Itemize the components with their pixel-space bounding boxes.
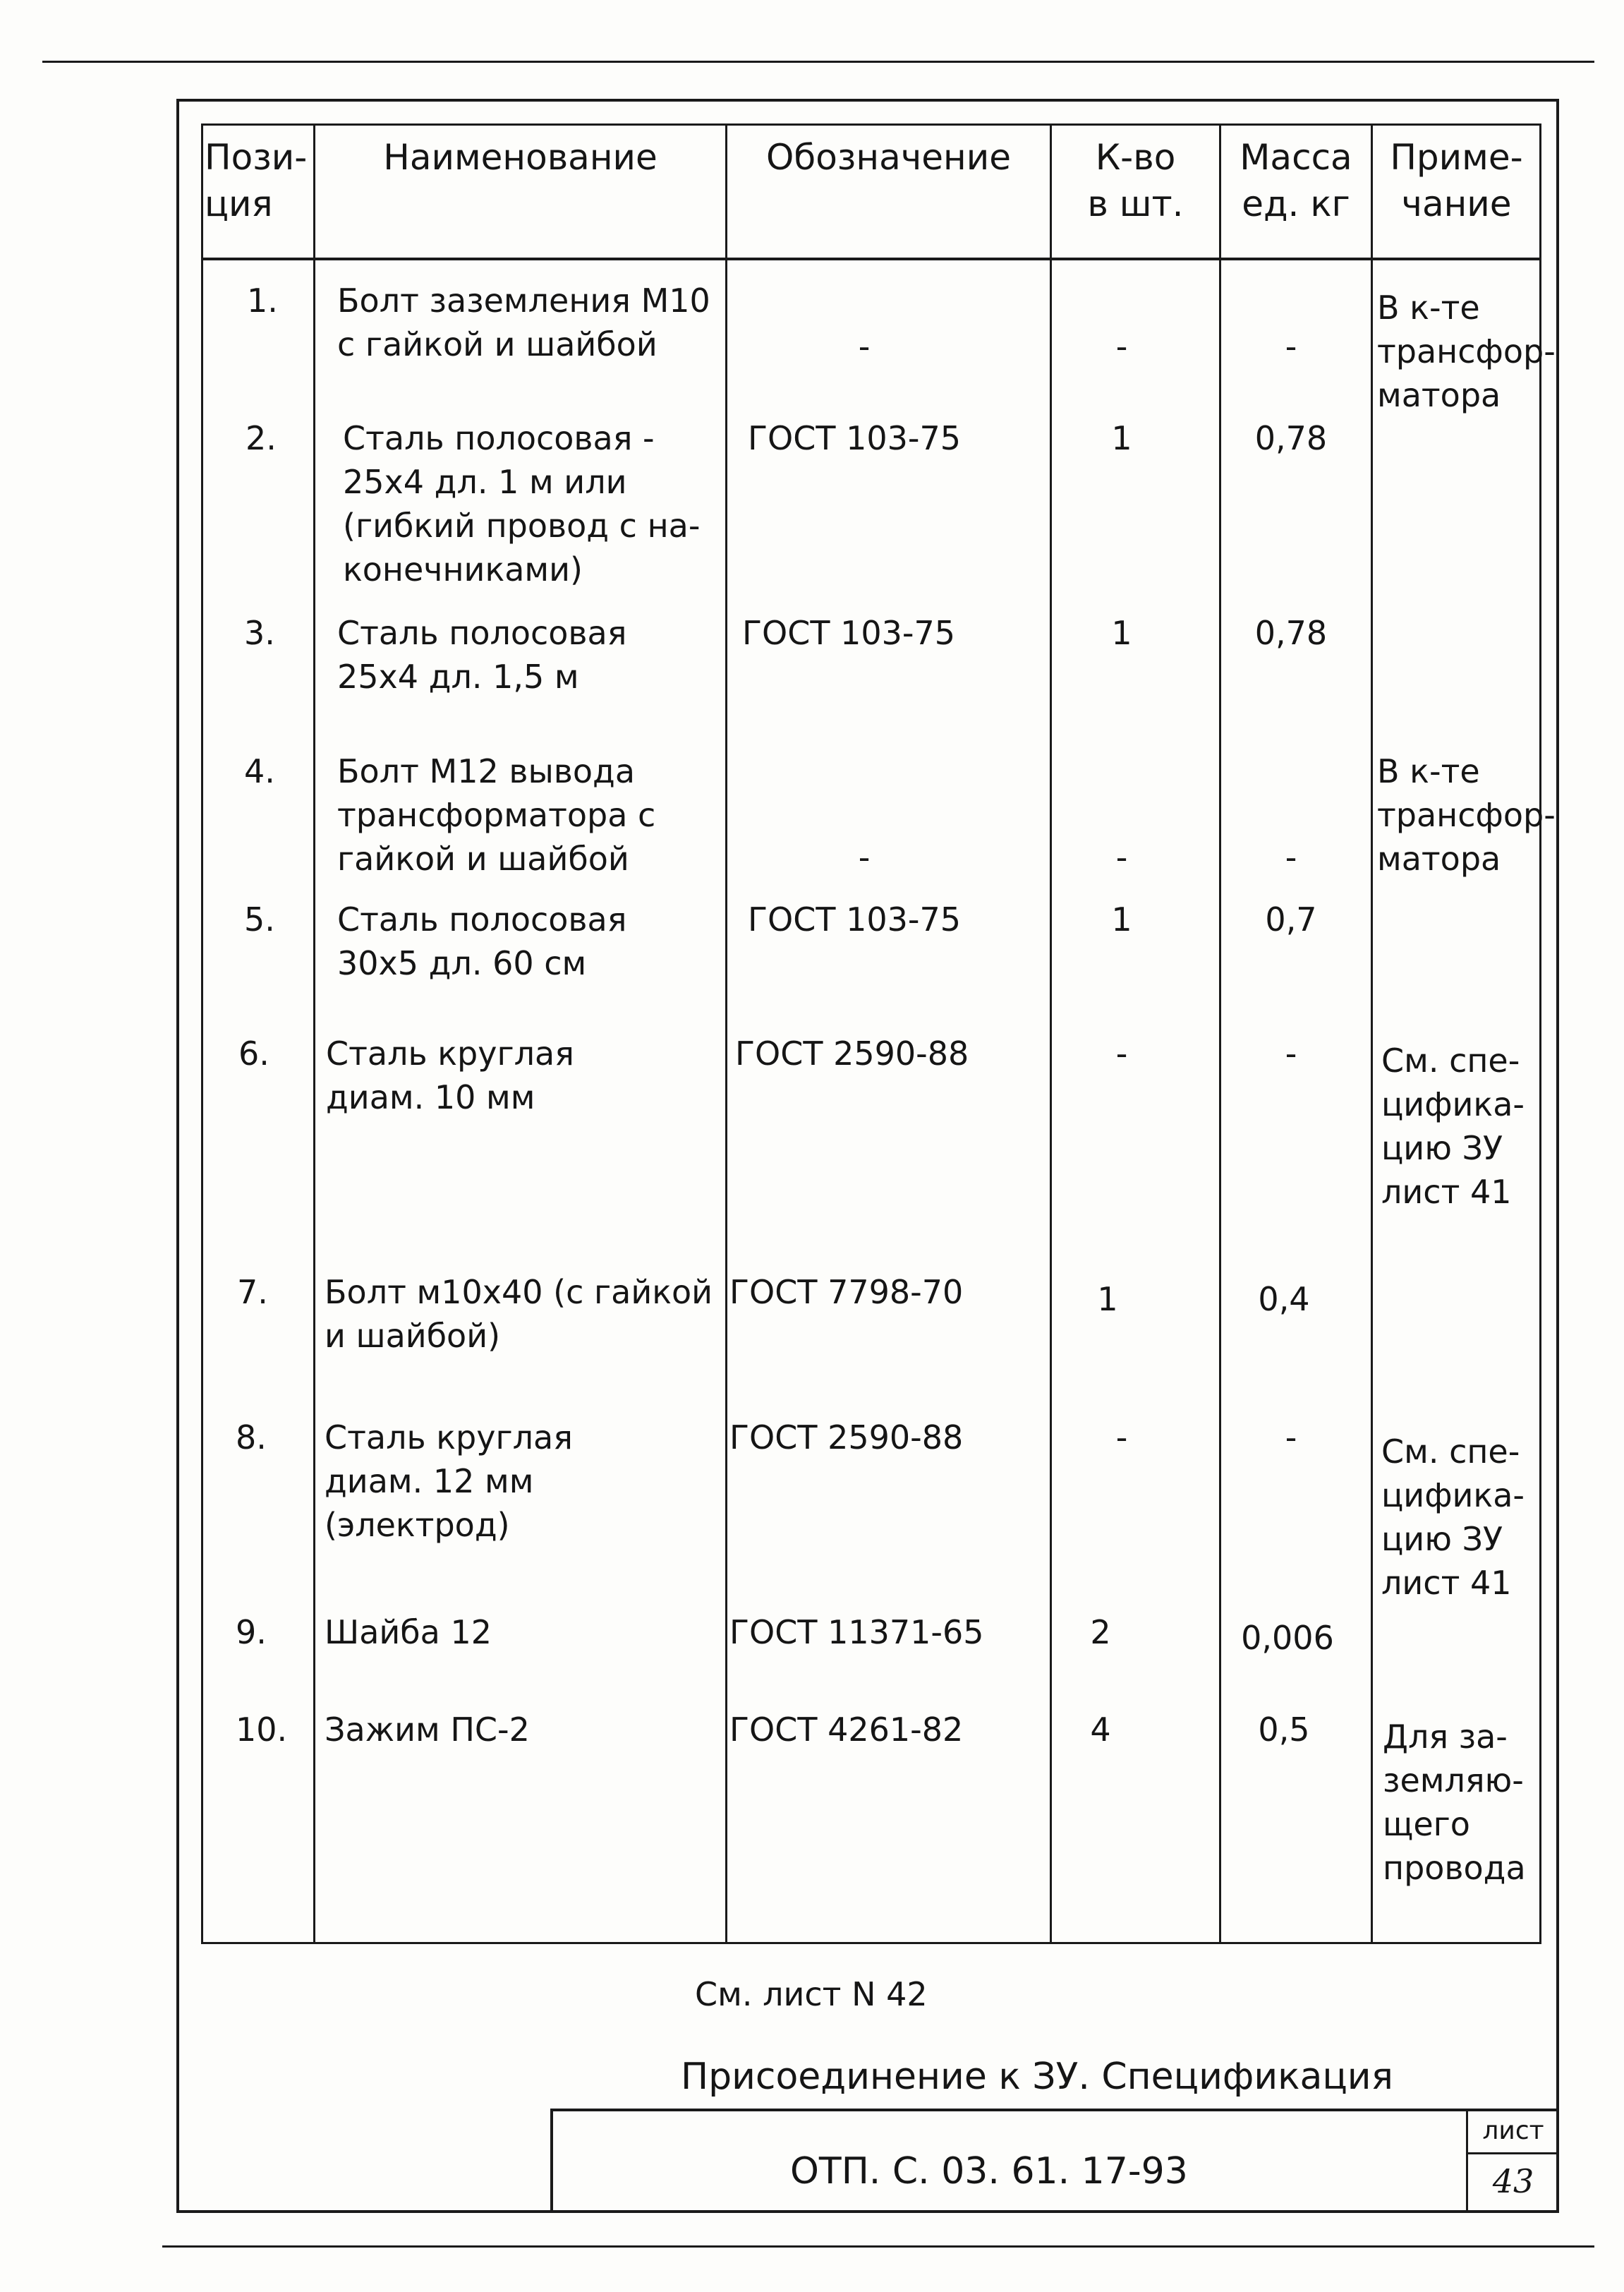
row-designation: ГОСТ 103-75 bbox=[748, 419, 962, 457]
row-quantity: 4 bbox=[1090, 1711, 1111, 1749]
row-position: 5. bbox=[244, 900, 275, 939]
row-quantity: - bbox=[1115, 1035, 1128, 1073]
row-name: Сталь круглая диам. 10 мм bbox=[326, 1035, 574, 1116]
header-name: Наименование bbox=[383, 137, 658, 178]
row-designation: ГОСТ 2590-88 bbox=[735, 1035, 969, 1073]
col-divider-5 bbox=[1371, 123, 1373, 1944]
page-top-rule bbox=[42, 61, 1594, 63]
row-quantity: 1 bbox=[1111, 419, 1132, 457]
row-designation: - bbox=[858, 838, 871, 876]
row-designation: ГОСТ 103-75 bbox=[742, 614, 956, 652]
row-designation: ГОСТ 2590-88 bbox=[729, 1418, 964, 1456]
row-name: Сталь круглая диам. 12 мм (электрод) bbox=[325, 1418, 573, 1544]
header-separator bbox=[201, 258, 1541, 260]
row-position: 1. bbox=[247, 282, 278, 320]
stamp-top-rule bbox=[550, 2109, 1559, 2111]
row-position: 9. bbox=[236, 1613, 267, 1651]
row-position: 3. bbox=[244, 614, 275, 652]
row-note: См. спе- цифика- цию ЗУ лист 41 bbox=[1381, 1042, 1525, 1211]
row-name: Шайба 12 bbox=[325, 1613, 492, 1651]
stamp-left-rule bbox=[550, 2109, 553, 2213]
col-divider-4 bbox=[1219, 123, 1221, 1944]
header-quantity: К-во в шт. bbox=[1087, 137, 1184, 224]
footnote: См. лист N 42 bbox=[695, 1975, 928, 2013]
row-position: 10. bbox=[236, 1711, 288, 1749]
row-name: Сталь полосовая 25х4 дл. 1,5 м bbox=[337, 614, 627, 696]
row-mass: 0,7 bbox=[1265, 900, 1317, 939]
row-position: 4. bbox=[244, 752, 275, 790]
row-quantity: - bbox=[1115, 1418, 1128, 1456]
row-designation: ГОСТ 103-75 bbox=[748, 900, 962, 939]
row-mass: - bbox=[1285, 838, 1297, 876]
page-bottom-rule bbox=[162, 2245, 1594, 2248]
col-divider-3 bbox=[1050, 123, 1052, 1944]
stamp-sheet-rule bbox=[1466, 2152, 1559, 2154]
row-quantity: 1 bbox=[1097, 1280, 1118, 1318]
row-designation: ГОСТ 4261-82 bbox=[729, 1711, 964, 1749]
row-mass: 0,006 bbox=[1241, 1619, 1334, 1657]
row-name: Болт заземления М10 с гайкой и шайбой bbox=[337, 282, 710, 363]
row-name: Сталь полосовая - 25х4 дл. 1 м или (гибкий провод с на- конечниками) bbox=[343, 419, 701, 589]
row-name: Зажим ПС-2 bbox=[325, 1711, 530, 1749]
header-note: Приме- чание bbox=[1390, 137, 1523, 224]
row-mass: 0,4 bbox=[1258, 1280, 1310, 1318]
row-quantity: - bbox=[1115, 838, 1128, 876]
drawing-title: Присоединение к ЗУ. Спецификация bbox=[681, 2056, 1393, 2098]
row-name: Болт М12 вывода трансформатора с гайкой и шайбой bbox=[337, 752, 656, 878]
row-mass: 0,5 bbox=[1258, 1711, 1310, 1749]
document-code: ОТП. С. 03. 61. 17-93 bbox=[790, 2150, 1188, 2193]
row-mass: 0,78 bbox=[1254, 614, 1328, 652]
row-mass: - bbox=[1285, 327, 1297, 366]
row-mass: - bbox=[1285, 1035, 1297, 1073]
header-mass: Масса ед. кг bbox=[1240, 137, 1352, 224]
sheet-label: лист bbox=[1482, 2116, 1544, 2145]
row-position: 8. bbox=[236, 1418, 267, 1456]
row-name: Болт м10х40 (с гайкой и шайбой) bbox=[325, 1273, 713, 1355]
stamp-sheet-divider bbox=[1466, 2109, 1468, 2213]
row-note: В к-те трансфор- матора bbox=[1377, 289, 1556, 414]
row-quantity: 1 bbox=[1111, 900, 1132, 939]
sheet-number: 43 bbox=[1492, 2162, 1534, 2200]
col-divider-2 bbox=[725, 123, 727, 1944]
row-mass: 0,78 bbox=[1254, 419, 1328, 457]
row-name: Сталь полосовая 30х5 дл. 60 см bbox=[337, 900, 627, 982]
col-divider-1 bbox=[313, 123, 315, 1944]
header-position: Пози- ция bbox=[205, 137, 308, 224]
row-position: 2. bbox=[246, 419, 277, 457]
row-quantity: 2 bbox=[1090, 1613, 1111, 1651]
row-quantity: 1 bbox=[1111, 614, 1132, 652]
row-designation: ГОСТ 7798-70 bbox=[729, 1273, 964, 1311]
row-designation: ГОСТ 11371-65 bbox=[729, 1613, 984, 1651]
row-designation: - bbox=[858, 327, 871, 366]
header-designation: Обозначение bbox=[766, 137, 1011, 178]
row-position: 7. bbox=[237, 1273, 268, 1311]
row-note: См. спе- цифика- цию ЗУ лист 41 bbox=[1381, 1432, 1525, 1602]
row-position: 6. bbox=[238, 1035, 269, 1073]
row-mass: - bbox=[1285, 1418, 1297, 1456]
row-note: Для за- земляю- щего провода bbox=[1383, 1718, 1526, 1887]
row-quantity: - bbox=[1115, 327, 1128, 366]
row-note: В к-те трансфор- матора bbox=[1377, 752, 1556, 878]
